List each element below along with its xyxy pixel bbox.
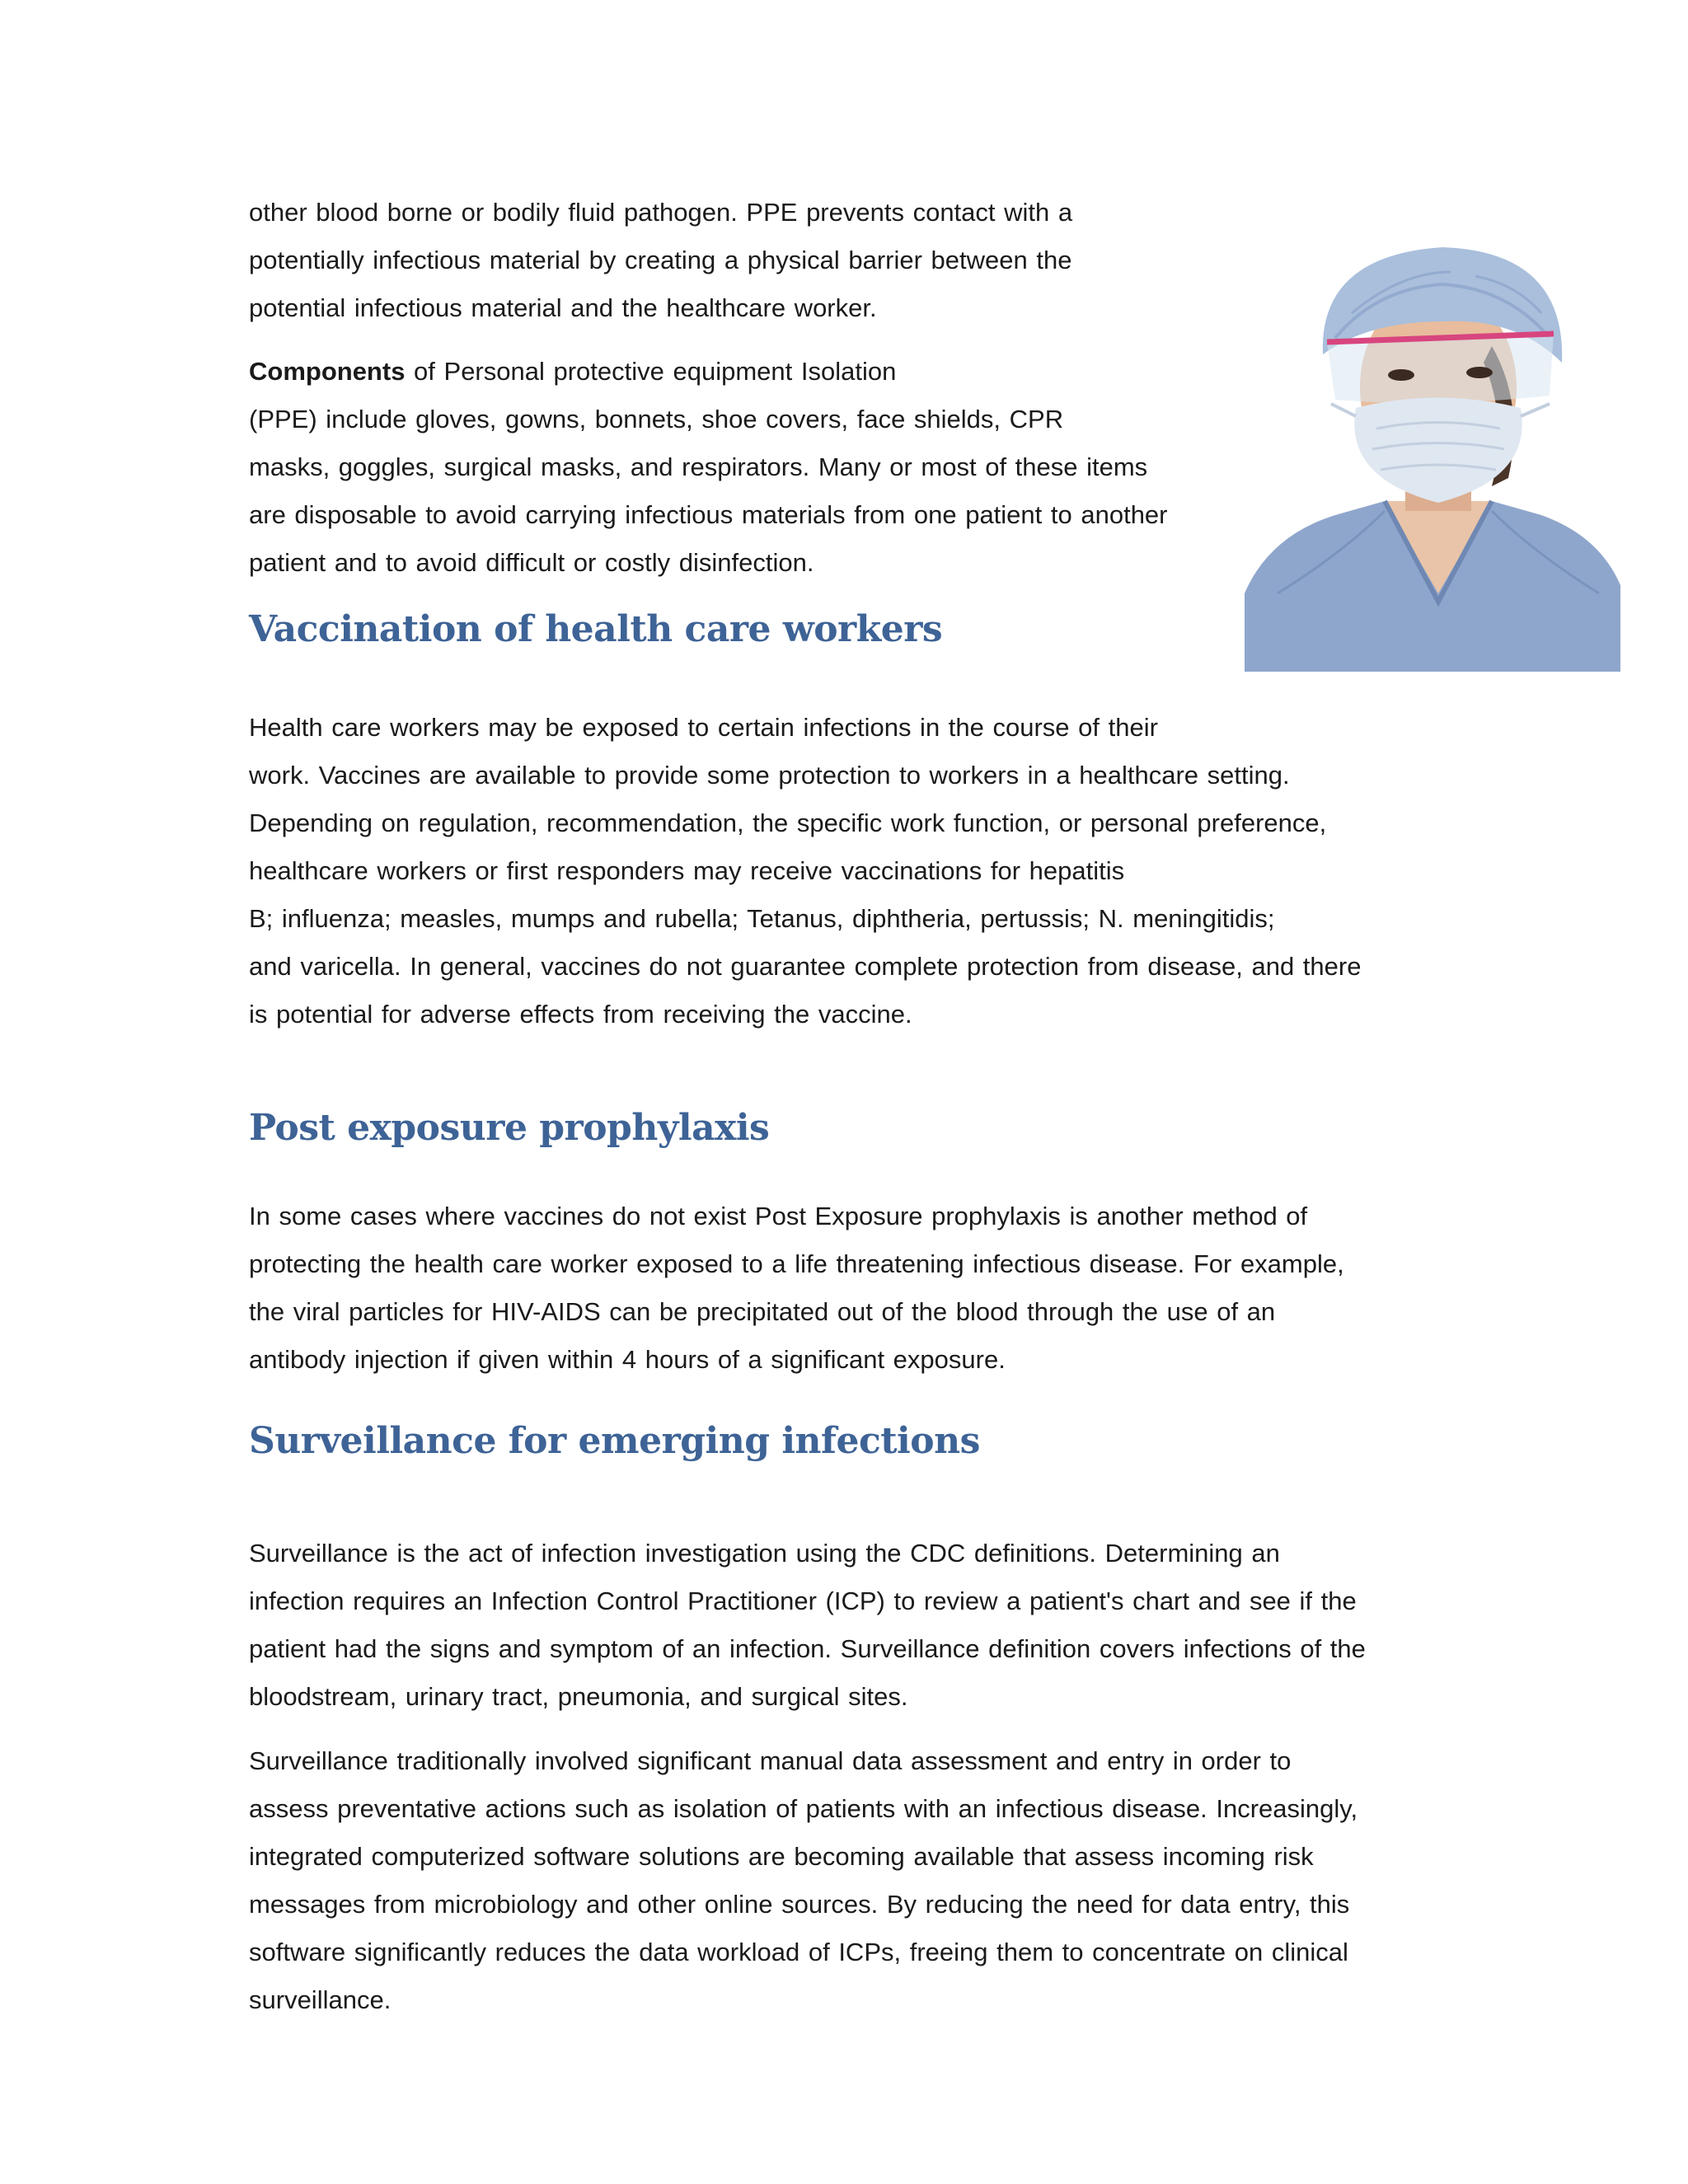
surveillance-line: infection requires an Infection Control Practitioner (ICP) to review a patient's chart and see if the [249,1586,1357,1615]
pep-paragraph [249,1193,1344,1384]
components-line: are disposable to avoid carrying infectious materials from one patient to another [249,500,1168,529]
vaccination-line: Depending on regulation, recommendation, the specific work function, or personal preference, [249,808,1327,837]
components-paragraph [249,348,1168,587]
surveillance-line: Surveillance is the act of infection investigation using the CDC definitions. Determining an [249,1539,1280,1568]
intro-line: other blood borne or bodily fluid pathogen. PPE prevents contact with a [249,198,1073,227]
components-line: patient and to avoid difficult or costly disinfection. [249,548,814,577]
healthcare-worker-illustration [1245,239,1620,672]
surveillance-line: Surveillance traditionally involved significant manual data assessment and entry in order to [249,1746,1292,1775]
components-lead: Components [249,357,406,386]
intro-line: potentially infectious material by creating a physical barrier between the [249,246,1072,274]
pep-line: protecting the health care worker exposed to a life threatening infectious disease. For example, [249,1249,1344,1278]
vaccination-line: and varicella. In general, vaccines do not guarantee complete protection from disease, and there [249,952,1362,981]
surveillance-line: software significantly reduces the data workload of ICPs, freeing them to concentrate on clinical [249,1938,1348,1966]
surveillance-line: assess preventative actions such as isolation of patients with an infectious disease. Increasingly, [249,1794,1358,1823]
vaccination-line: work. Vaccines are available to provide some protection to workers in a healthcare setting. [249,761,1290,790]
surveillance-paragraph-1 [249,1530,1366,1721]
intro-paragraph [249,189,1072,332]
components-line: (PPE) include gloves, gowns, bonnets, shoe covers, face shields, CPR [249,405,1064,434]
vaccination-line: is potential for adverse effects from receiving the vaccine. [249,1000,912,1029]
surveillance-line: surveillance. [249,1985,392,2014]
vaccination-line: Health care workers may be exposed to certain infections in the course of their [249,713,1158,742]
surveillance-line: patient had the signs and symptom of an infection. Surveillance definition covers infections of the [249,1634,1366,1663]
pep-line: the viral particles for HIV-AIDS can be precipitated out of the blood through the use of an [249,1297,1276,1326]
components-line: masks, goggles, surgical masks, and respirators. Many or most of these items [249,452,1148,481]
pep-heading: Post exposure prophylaxis [249,1107,770,1149]
pep-line: In some cases where vaccines do not exist Post Exposure prophylaxis is another method of [249,1202,1308,1230]
components-line [249,348,1168,396]
vaccination-line: healthcare workers or first responders may receive vaccinations for hepatitis [249,856,1125,885]
pep-line: antibody injection if given within 4 hours of a significant exposure. [249,1345,1006,1374]
vaccination-heading: Vaccination of health care workers [249,608,943,650]
components-line1-rest: of Personal protective equipment Isolation [405,357,897,386]
surveillance-line: integrated computerized software solutions are becoming available that assess incoming risk [249,1842,1314,1871]
healthcare-worker-ppe-photo [1245,239,1620,672]
surveillance-line: bloodstream, urinary tract, pneumonia, and surgical sites. [249,1682,908,1711]
intro-line: potential infectious material and the healthcare worker. [249,293,877,322]
vaccination-paragraph [249,704,1361,1038]
surveillance-heading: Surveillance for emerging infections [249,1420,980,1462]
surveillance-line: messages from microbiology and other online sources. By reducing the need for data entry, this [249,1890,1350,1919]
vaccination-line: B; influenza; measles, mumps and rubella; Tetanus, diphtheria, pertussis; N. meningitidis; [249,904,1275,933]
surveillance-paragraph-2 [249,1737,1357,2024]
